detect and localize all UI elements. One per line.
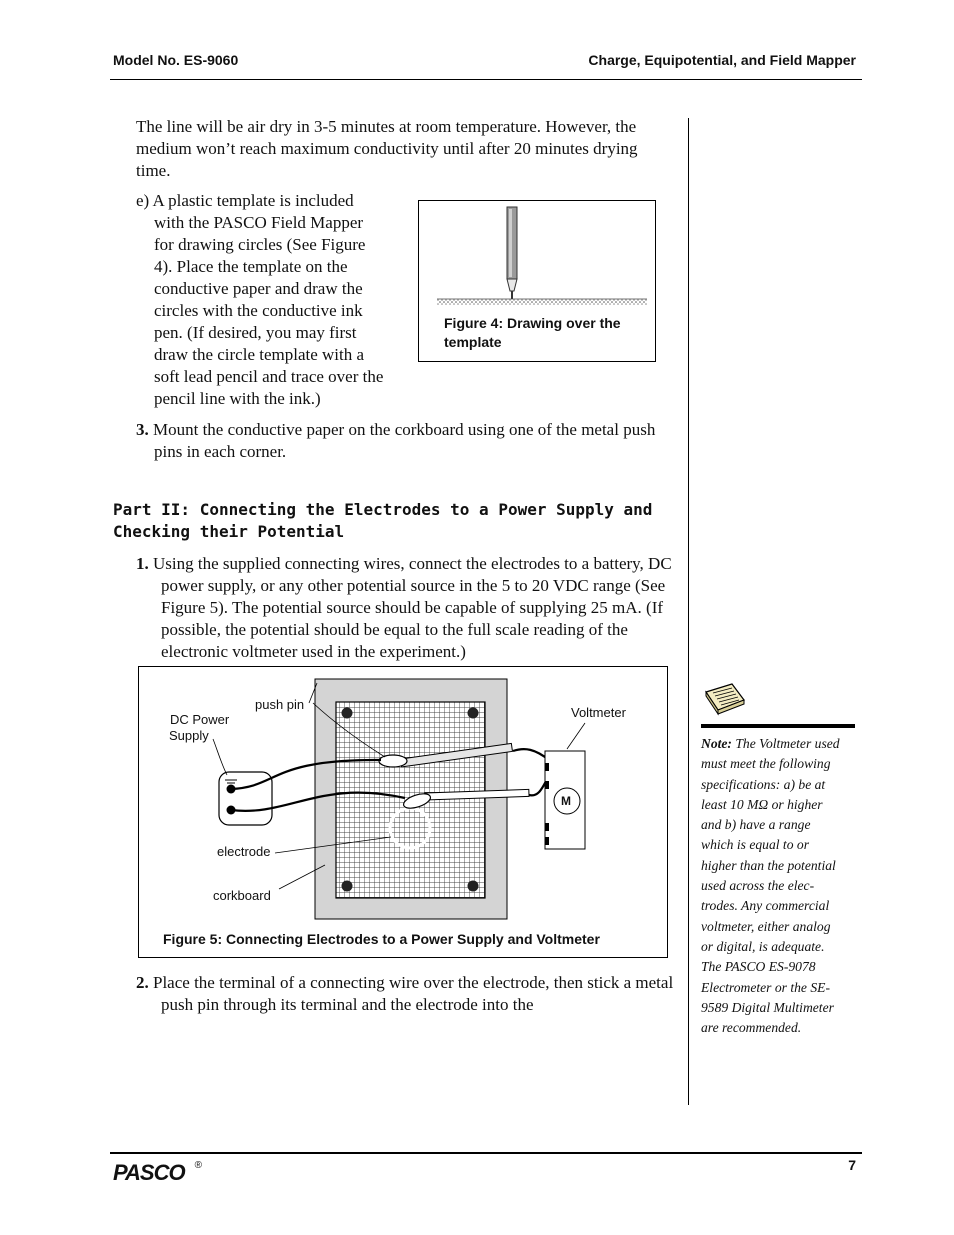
note-line: Electrometer or the SE-: [701, 979, 830, 995]
note-line: must meet the following: [701, 756, 831, 772]
label-electrode: electrode: [217, 844, 271, 859]
figure-4-caption: Figure 4: Drawing over the template: [444, 315, 621, 350]
note-line: which is equal to or: [701, 837, 809, 853]
voltmeter-jack: [545, 837, 549, 845]
figure-4-drawing: [419, 201, 655, 311]
step-e-line: e) A plastic template is included: [136, 191, 354, 210]
voltmeter-jack: [545, 781, 549, 789]
step-2-number: 2.: [136, 973, 149, 992]
sidebar-note: [701, 734, 861, 1038]
step-e-line: circles with the conductive ink: [154, 301, 363, 320]
pen-tip: [507, 279, 517, 291]
corner-pin: [468, 881, 479, 892]
step-1-text: Using the supplied connecting wires, connect the electrodes to a battery, DC power supply, or any other potential source in the 5 to 20 VDC range (See Figure 5). The potential source should be capable of supplying 25 mA. (If possible, the potential should be equal to the full scale reading of the electronic voltmeter used in the experiment.): [153, 554, 672, 661]
step-1-number: 1.: [136, 554, 149, 573]
note-book-icon: [702, 682, 748, 716]
note-label: Note:: [701, 736, 732, 751]
intro-paragraph: The line will be air dry in 3-5 minutes at room temperature. However, the medium won’t reach maximum conductivity until after 20 minutes drying time.: [136, 117, 638, 180]
step-e-line: pencil line with the ink.): [154, 389, 321, 408]
note-line: least 10 MΩ or higher: [701, 796, 823, 812]
step-e-line: conductive paper and draw the: [154, 279, 363, 298]
step-e-line: soft lead pencil and trace over the: [154, 367, 384, 386]
corner-pin: [468, 708, 479, 719]
note-line: used across the elec-: [701, 878, 815, 894]
step-2: [136, 972, 676, 1016]
step-e-line: with the PASCO Field Mapper: [154, 213, 364, 232]
note-line: and b) have a range: [701, 817, 811, 833]
leader-voltmeter: [567, 723, 585, 749]
step-2-text: Place the terminal of a connecting wire over the electrode, then stick a metal push pin through its terminal and the electrode into the: [153, 973, 674, 1014]
pen-highlight: [509, 209, 512, 277]
note-line: The Voltmeter used: [735, 736, 840, 751]
step-e-line: for drawing circles (See Figure: [154, 235, 366, 254]
figure-5-caption: Figure 5: Connecting Electrodes to a Power Supply and Voltmeter: [163, 931, 600, 947]
leader-power: [213, 739, 227, 775]
corner-pin: [342, 881, 353, 892]
note-line: specifications: a) be at: [701, 776, 826, 792]
note-line: higher than the potential: [701, 857, 836, 873]
label-dc-power: DC Power: [170, 712, 230, 727]
step-3-text: Mount the conductive paper on the corkboard using one of the metal push pins in each corner.: [153, 420, 656, 461]
page-number: 7: [848, 1157, 856, 1173]
note-line: The PASCO ES-9078: [701, 959, 816, 975]
template-surface: [437, 299, 647, 305]
corner-pin: [342, 708, 353, 719]
note-line: or digital, is adequate.: [701, 938, 825, 954]
figure-4: [418, 200, 656, 362]
step-3-number: 3.: [136, 420, 149, 439]
pen-nib: [511, 291, 513, 299]
note-line: trodes. Any commercial: [701, 898, 830, 914]
note-line: 9589 Digital Multimeter: [701, 999, 834, 1015]
header-rule: [110, 79, 862, 80]
note-line: voltmeter, either analog: [701, 918, 831, 934]
step-e: [136, 190, 411, 410]
note-line: are recommended.: [701, 1020, 802, 1036]
part-2-heading: Part II: Connecting the Electrodes to a Power Supply and Checking their Potential: [113, 500, 653, 541]
step-3: [136, 419, 674, 463]
label-push-pin: push pin: [255, 697, 305, 712]
pasco-wordmark: PASCO: [113, 1160, 185, 1185]
clip-upper: [379, 755, 407, 767]
voltmeter-jack: [545, 763, 549, 771]
figure-5: [138, 666, 668, 958]
footer-rule: [110, 1152, 862, 1154]
registered-mark: ®: [194, 1160, 202, 1171]
label-meter-symbol: M: [561, 794, 571, 808]
pasco-logo: [113, 1160, 202, 1186]
label-voltmeter: Voltmeter: [571, 705, 626, 720]
header-model: Model No. ES-9060: [113, 52, 239, 68]
label-corkboard: corkboard: [213, 888, 271, 903]
step-e-line: pen. (If desired, you may first: [154, 323, 357, 342]
step-e-line: draw the circle template with a: [154, 345, 365, 364]
note-rule: [701, 724, 855, 728]
voltmeter-jack: [545, 823, 549, 831]
header-title: Charge, Equipotential, and Field Mapper: [588, 52, 856, 68]
step-e-line: 4). Place the template on the: [154, 257, 348, 276]
wire-voltmeter-1: [513, 749, 549, 760]
step-1: [136, 553, 689, 663]
label-supply: Supply: [169, 728, 209, 743]
